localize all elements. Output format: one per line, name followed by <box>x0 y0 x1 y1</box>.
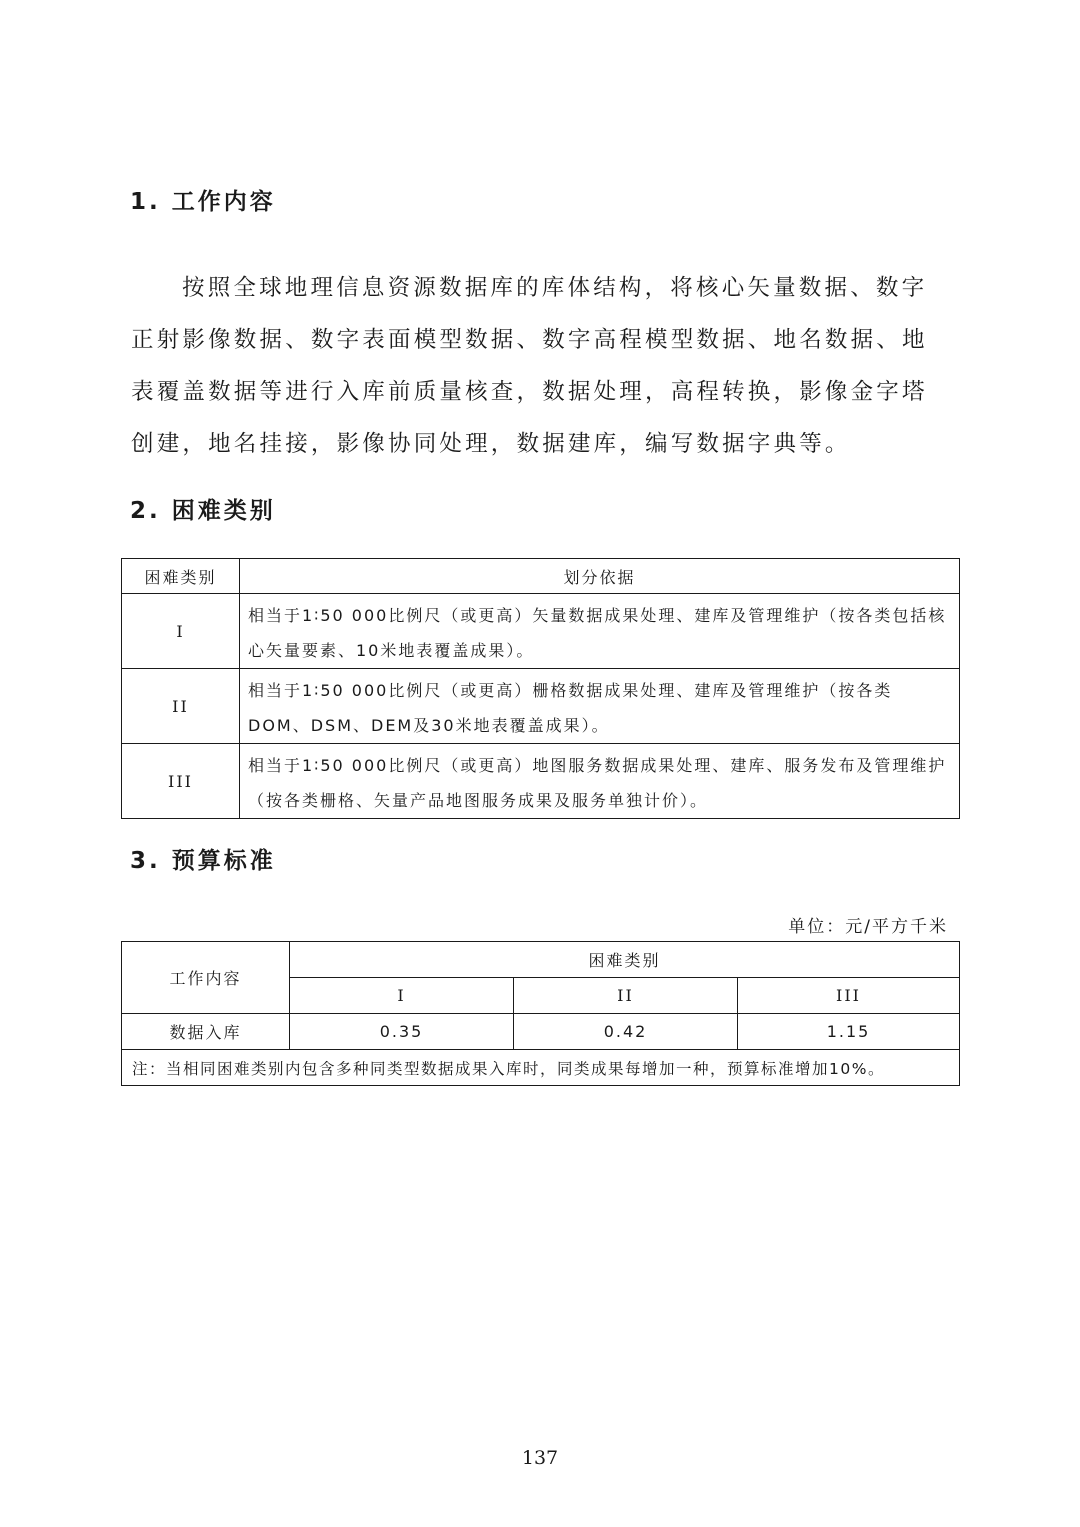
difficulty-basis: 相当于1∶50 000比例尺（或更高）栅格数据成果处理、建库及管理维护（按各类DOM、DSM、DEM及30米地表覆盖成果）。 <box>240 669 960 744</box>
section-heading-work-content: 1. 工作内容 <box>130 189 276 215</box>
unit-label: 单位：元/平方千米 <box>788 917 948 937</box>
table-header-row <box>122 942 960 978</box>
difficulty-category: II <box>122 669 240 744</box>
section-heading-budget: 3. 预算标准 <box>130 848 276 874</box>
header-basis: 划分依据 <box>240 559 960 594</box>
difficulty-category: I <box>122 594 240 669</box>
work-content-paragraph: 按照全球地理信息资源数据库的库体结构，将核心矢量数据、数字正射影像数据、数字表面模型数据、数字高程模型数据、地名数据、地表覆盖数据等进行入库前质量核查，数据处理，高程转换，影像金字塔创建，地名挂接，影像协同处理，数据建库，编写数据字典等。 <box>131 275 928 457</box>
table-row <box>122 669 960 744</box>
header-category: I <box>290 978 514 1014</box>
page-number: 137 <box>521 1447 559 1469</box>
budget-table <box>121 941 960 1086</box>
difficulty-category: III <box>122 744 240 819</box>
work-item: 数据入库 <box>122 1014 290 1050</box>
difficulty-basis: 相当于1∶50 000比例尺（或更高）矢量数据成果处理、建库及管理维护（按各类包括核心矢量要素、10米地表覆盖成果）。 <box>240 594 960 669</box>
header-category: II <box>514 978 738 1014</box>
header-category: III <box>738 978 960 1014</box>
table-row <box>122 744 960 819</box>
table-row <box>122 594 960 669</box>
table-row <box>122 1014 960 1050</box>
section-heading-difficulty: 2. 困难类别 <box>130 498 276 524</box>
table-note: 注：当相同困难类别内包含多种同类型数据成果入库时，同类成果每增加一种，预算标准增加10%。 <box>122 1050 960 1086</box>
budget-value: 0.35 <box>290 1014 514 1050</box>
budget-value: 1.15 <box>738 1014 960 1050</box>
header-category: 困难类别 <box>122 559 240 594</box>
header-work-content: 工作内容 <box>122 942 290 1014</box>
budget-value: 0.42 <box>514 1014 738 1050</box>
difficulty-table <box>121 558 960 819</box>
table-note-row <box>122 1050 960 1086</box>
difficulty-basis: 相当于1∶50 000比例尺（或更高）地图服务数据成果处理、建库、服务发布及管理维护（按各类栅格、矢量产品地图服务成果及服务单独计价）。 <box>240 744 960 819</box>
header-difficulty: 困难类别 <box>290 942 960 978</box>
table-header-row <box>122 559 960 594</box>
